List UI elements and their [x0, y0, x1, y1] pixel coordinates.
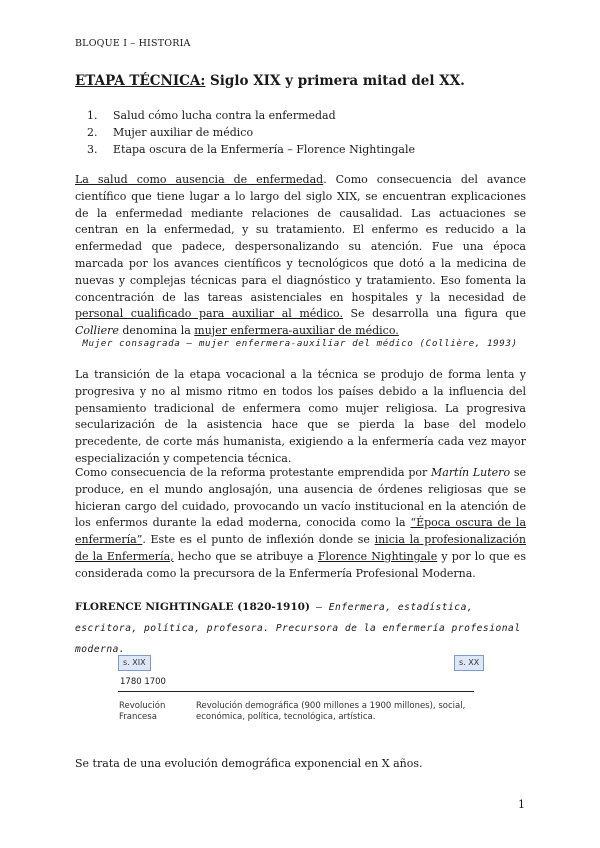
timeline-event-left: Revolución Francesa	[119, 701, 166, 722]
text-run: . Este es el punto de inflexión donde se	[142, 533, 375, 547]
page-number: 1	[518, 798, 525, 811]
list-number: 1.	[87, 109, 98, 122]
list-text: Etapa oscura de la Enfermería – Florence Nightingale	[113, 143, 415, 156]
list-number: 3.	[87, 143, 98, 156]
timeline-label-xix: s. XIX	[118, 655, 151, 671]
topic-list	[75, 107, 415, 158]
text-run: Como consecuencia de la reforma protestante emprendida por	[75, 466, 431, 479]
underlined-phrase: mujer enfermera-auxiliar de médico.	[194, 324, 399, 338]
list-item	[75, 141, 415, 158]
text-run: hecho que se atribuye a	[173, 549, 318, 563]
text-run: se produce, en el mundo anglosajón, una ausencia de órdenes religiosas que se hicieran cargo del cuidado, provocando un vacío institucional en la atención de los enfermos durante la edad moderna, conocida como la	[75, 466, 526, 530]
title-rest: Siglo XIX y primera mitad del XX.	[205, 73, 465, 89]
italic-name: Martín Lutero	[431, 466, 511, 479]
list-text: Salud cómo lucha contra la enfermedad	[113, 109, 336, 122]
list-item	[75, 107, 415, 124]
paragraph-health	[75, 172, 526, 340]
italic-name: Colliere	[75, 324, 119, 338]
closing-sentence: Se trata de una evolución demográfica exponencial en X años.	[75, 757, 423, 770]
underlined-phrase: inicia la profesionalización de la Enfermería,	[75, 533, 527, 563]
list-number: 2.	[87, 126, 98, 139]
title-underlined: ETAPA TÉCNICA:	[75, 73, 206, 89]
florence-description: – Enfermera, estadística, escritora, política, profesora. Precursora de la enfermería profesional moderna.	[75, 602, 521, 655]
underlined-phrase: Florence Nightingale	[317, 549, 438, 563]
text-run: y por lo que es considerada como la precursora de la Enfermería Profesional Moderna.	[75, 549, 526, 580]
text-run: Se desarrolla una figura que	[342, 307, 526, 321]
timeline-label-xx: s. XX	[454, 655, 484, 671]
text-run: . Como consecuencia del avance científico que tiene lugar a lo largo del siglo XIX, se encuentran explicaciones de la enfermedad mediante relaciones de causalidad. Las actuaciones se centran en la enfermedad, y su tratamiento. El enfermo es reducido a la enfermedad que padece, despersonalizando su atención. Fue una época marcada por los avances científicos y tecnológicos que dotó a la medicina de nuevas y complejas técnicas para el diagnóstico y tratamiento. Eso fomenta la concentración de las tareas asistenciales en hospitales y la necesidad de	[75, 173, 526, 304]
timeline-event-right: Revolución demográfica (900 millones a 1900 millones), social, económica, política, tecnológica, artística.	[196, 701, 466, 722]
underlined-phrase: “Época oscura de la enfermería”	[75, 516, 526, 547]
florence-entry	[75, 597, 530, 660]
timeline-years: 1780 1700	[120, 677, 166, 687]
page-header: BLOQUE I – HISTORIA	[75, 38, 191, 49]
list-item	[75, 124, 415, 141]
timeline-axis	[118, 691, 474, 692]
underlined-phrase: La salud como ausencia de enfermedad	[75, 173, 324, 186]
section-title	[75, 73, 465, 89]
text-run: denomina la	[118, 324, 195, 338]
quote-line: Mujer consagrada – mujer enfermera-auxiliar del médico (Collière, 1993)	[82, 338, 518, 349]
list-text: Mujer auxiliar de médico	[113, 126, 254, 139]
florence-name: FLORENCE NIGHTINGALE (1820-1910)	[75, 601, 310, 613]
underlined-phrase: personal cualificado para auxiliar al médico.	[75, 307, 343, 321]
paragraph-transition: La transición de la etapa vocacional a la técnica se produjo de forma lenta y progresiva y no al mismo ritmo en todos los países debido a la influencia del pensamiento tradicional de enfermera como mujer religiosa. La progresiva secularización de la asistencia hace que se pierda la base del modelo precedente, de corte más humanista, exigiendo a la enfermería cada vez mayor especialización y competencia técnica.	[75, 368, 526, 465]
paragraph-reform	[75, 465, 526, 583]
